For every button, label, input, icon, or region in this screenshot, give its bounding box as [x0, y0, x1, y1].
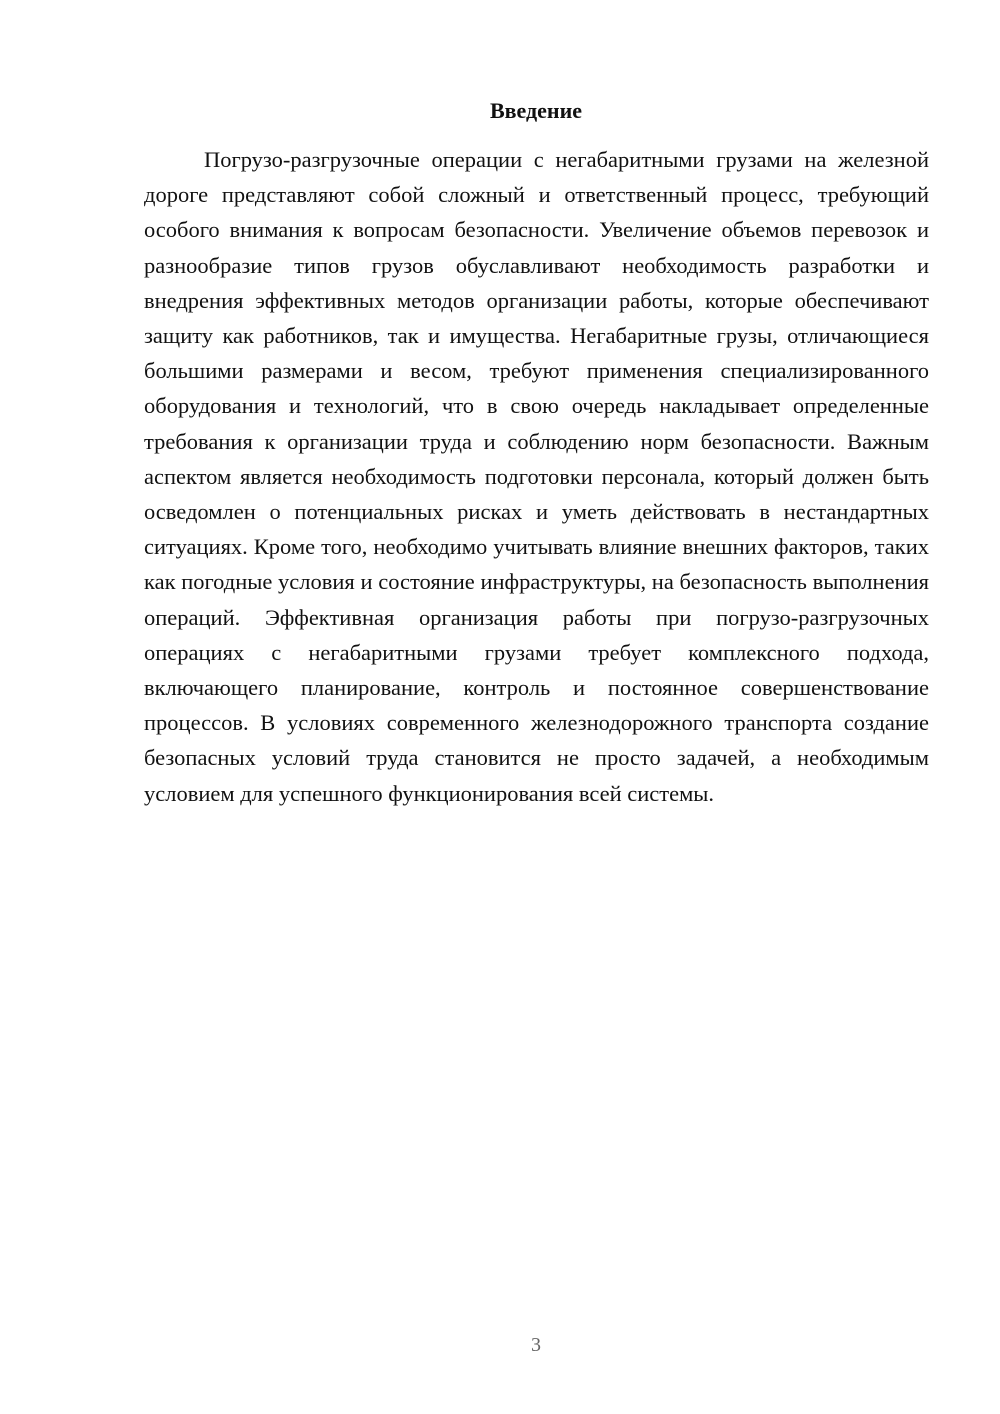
section-heading: Введение	[489, 98, 583, 123]
page-number: 3	[531, 1334, 541, 1356]
intro-paragraph: Погрузо-разгрузочные операции с негабаритными грузами на железной дороге представляют собой сложный и ответственный процесс, требующий особого внимания к вопросам безопасности. Увеличение объемов перевозок и разнообразие типов грузов обуславливают необходимость разработки и внедрения эффективных методов организации работы, которые обеспечивают защиту как работников, так и имущества. Негабаритные грузы, отличающиеся большими размерами и весом, требуют применения специализированного оборудования и технологий, что в свою очередь накладывает определенные требования к организации труда и соблюдению норм безопасности. Важным аспектом является необходимость подготовки персонала, который должен быть осведомлен о потенциальных рисках и уметь действовать в нестандартных ситуациях. Кроме того, необходимо учитывать влияние внешних факторов, таких как погодные условия и состояние инфраструктуры, на безопасность выполнения операций. Эффективная организация работы при погрузо-разгрузочных операциях с негабаритными грузами требует комплексного подхода, включающего планирование, контроль и постоянное совершенствование процессов. В условиях современного железнодорожного транспорта создание безопасных условий труда становится не просто задачей, а необходимым условием для успешного функционирования всей системы.	[144, 147, 929, 806]
